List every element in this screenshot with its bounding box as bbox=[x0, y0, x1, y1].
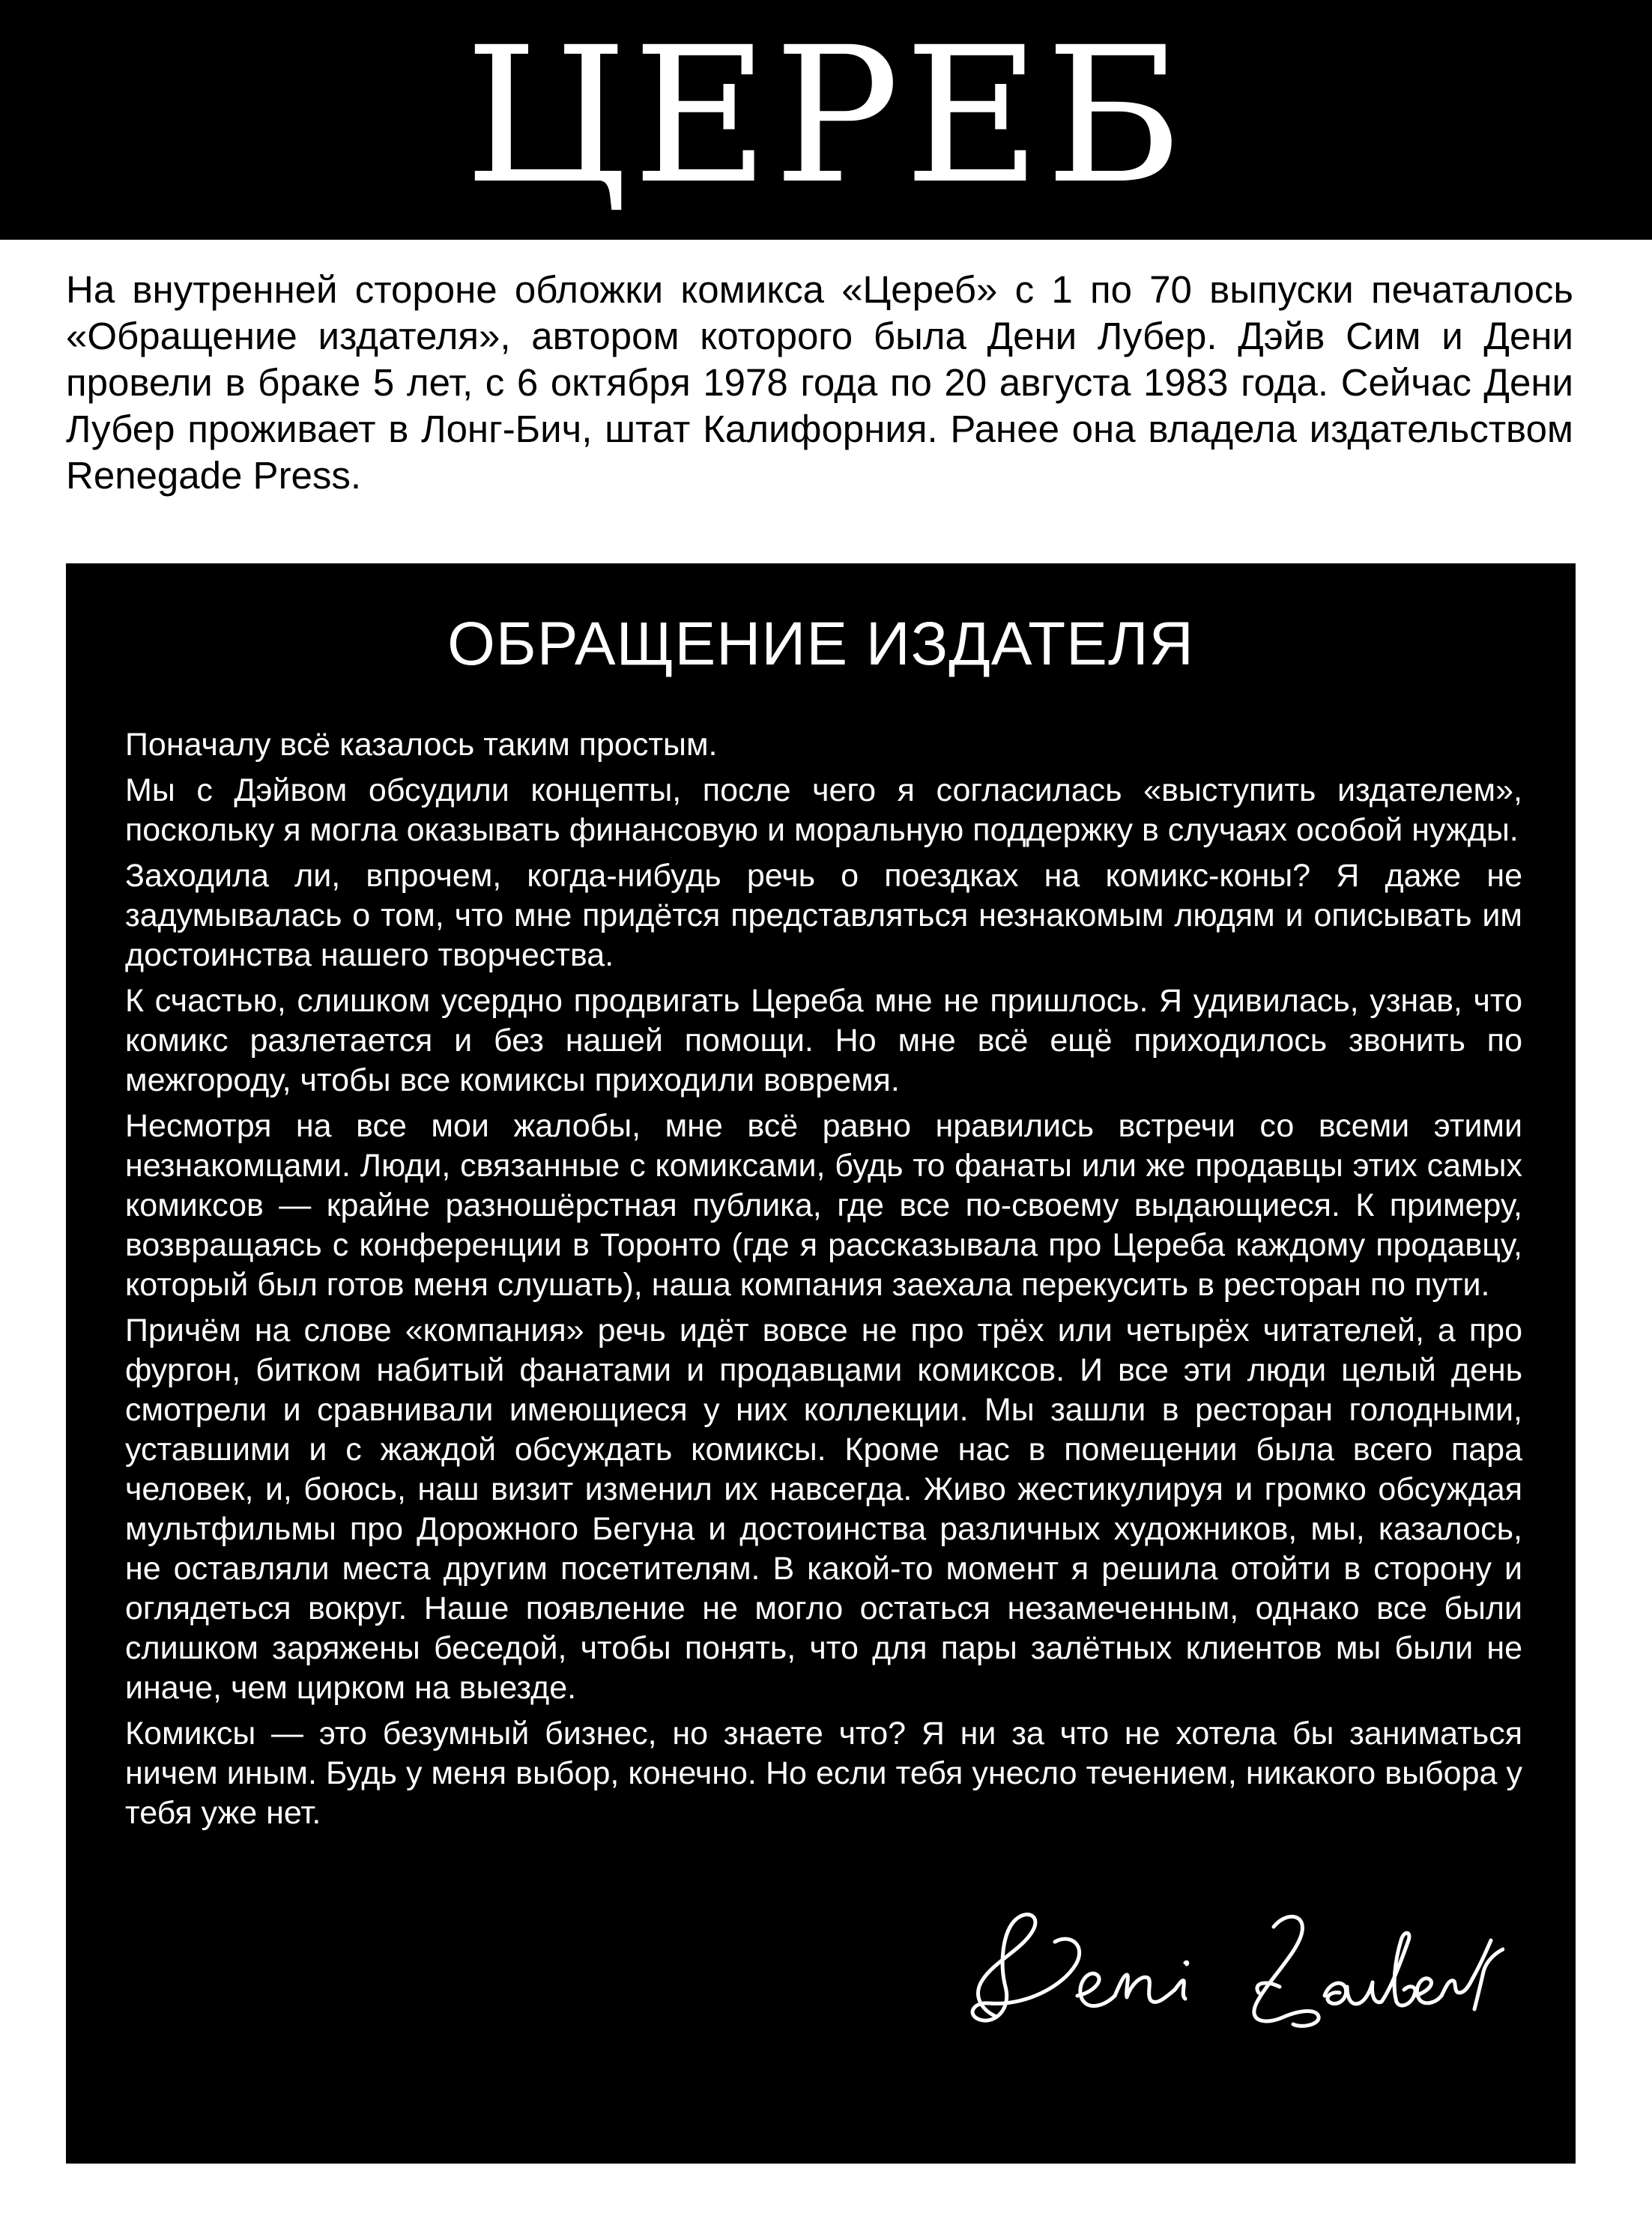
letter-paragraph: К счастью, слишком усердно продвигать Цереба мне не пришлось. Я удивилась, узнав, что комикс разлетается и без нашей помощи. Но мне всё ещё приходилось звонить по межгороду, чтобы все комиксы приходили вовремя. bbox=[125, 983, 1522, 1098]
letter-paragraph: Причём на слове «компания» речь идёт вовсе не про трёх или четырёх читателей, а про фургон, битком набитый фанатами и продавцами комиксов. И все эти люди целый день смотрели и сравнивали имеющиеся у них коллекции. Мы зашли в ресторан голодными, уставшими и с жаждой обсуждать комиксы. Кроме нас в помещении была всего пара человек, и, боюсь, наш визит изменил их навсегда. Живо жестикулируя и громко обсуждая мультфильмы про Дорожного Бегуна и достоинства различных художников, мы, казалось, не оставляли места другим посетителям. В какой-то момент я решила отойти в сторону и оглядеться вокруг. Наше появление не могло остаться незамеченным, однако все были слишком заряжены беседой, чтобы понять, что для пары залётных клиентов мы были не иначе, чем цирком на выезде. bbox=[125, 1313, 1522, 1706]
comic-logo: ЦЕРЕБ bbox=[465, 7, 1187, 225]
letter-paragraph: Мы с Дэйвом обсудили концепты, после чего я согласилась «выступить издателем», поскольку я могла оказывать финансовую и моральную поддержку в случаях особой нужды. bbox=[125, 772, 1522, 848]
header-band bbox=[0, 0, 1652, 240]
panel-title: ОБРАЩЕНИЕ ИЗДАТЕЛЯ bbox=[447, 610, 1194, 678]
handwritten-signature bbox=[950, 1897, 1504, 2047]
letter-paragraph: Поначалу всё казалось таким простым. bbox=[125, 727, 718, 763]
letter-body bbox=[125, 725, 1522, 1839]
letter-paragraph: Заходила ли, впрочем, когда-нибудь речь о поездках на комикс-коны? Я даже не задумывалась о том, что мне придётся представляться незнакомым людям и описывать им достоинства нашего творчества. bbox=[125, 858, 1522, 973]
intro-paragraph: На внутренней стороне обложки комикса «Цереб» с 1 по 70 выпуски печаталось «Обращение издателя», автором которого была Дени Лубер. Дэйв Сим и Дени провели в браке 5 лет, с 6 октября 1978 года по 20 августа 1983 года. Сейчас Дени Лубер проживает в Лонг-Бич, штат Калифорния. Ранее она владела издательством Renegade Press. bbox=[66, 268, 1573, 497]
publisher-letter-panel bbox=[66, 563, 1576, 2164]
letter-paragraph: Несмотря на все мои жалобы, мне всё равно нравились встречи со всеми этими незнакомцами. Люди, связанные с комиксами, будь то фанаты или же продавцы этих самых комиксов — крайне разношёрстная публика, где все по-своему выдающиеся. К примеру, возвращаясь с конференции в Торонто (где я рассказывала про Цереба каждому продавцу, который был готов меня слушать), наша компания заехала перекусить в ресторан по пути. bbox=[125, 1108, 1522, 1303]
letter-paragraph: Комиксы — это безумный бизнес, но знаете что? Я ни за что не хотела бы заниматься ничем иным. Будь у меня выбор, конечно. Но если тебя унесло течением, никакого выбора у тебя уже нет. bbox=[125, 1716, 1522, 1831]
